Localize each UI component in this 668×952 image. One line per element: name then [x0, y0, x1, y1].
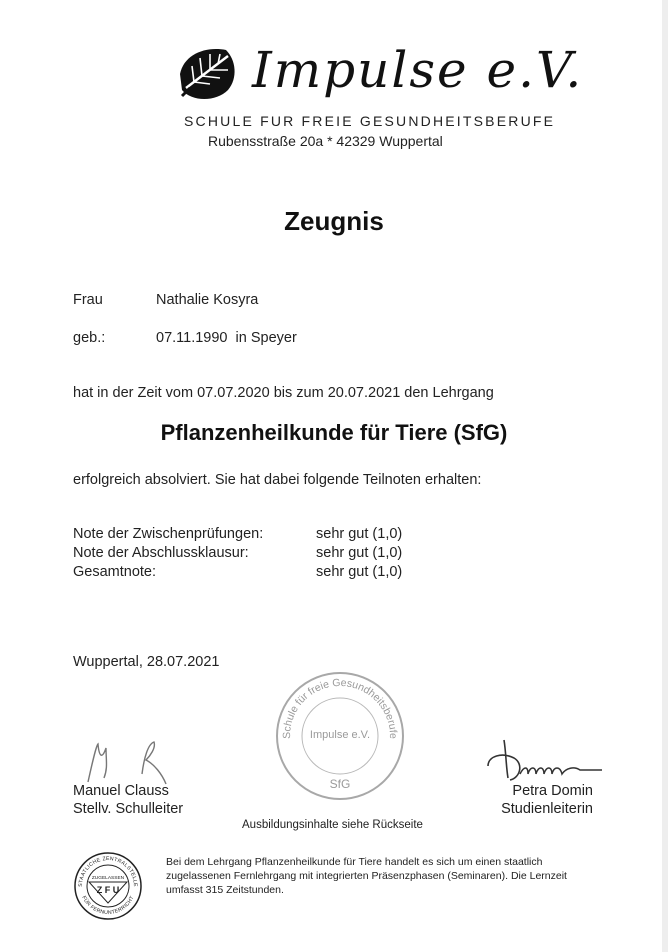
- zfu-letters: Z F U: [96, 885, 120, 895]
- school-stamp: [274, 670, 406, 802]
- grade-value: sehr gut (1,0): [316, 564, 403, 580]
- birth-label: geb.:: [73, 330, 106, 346]
- zfu-ring-bottom: FÜR FERNUNTERRICHT: [80, 895, 136, 917]
- signer-right-name: Petra Domin: [512, 783, 593, 799]
- zfu-small-text: ZUGELASSEN: [91, 876, 125, 881]
- period-text: hat in der Zeit vom 07.07.2020 bis zum 20.07.2021 den Lehrgang: [73, 385, 494, 401]
- footer-note: Bei dem Lehrgang Pflanzenheilkunde für Tiere handelt es sich um einen staatlich zugelassenen Fernlehrgang mit integrierten Präsenzphasen (Seminaren). Die Lernzeit umfasst 315 Zeitstunden.: [166, 856, 567, 896]
- stamp-bottom-text: SfG: [329, 777, 351, 791]
- place-date: Wuppertal, 28.07.2021: [73, 654, 220, 670]
- scan-edge: [662, 0, 668, 952]
- grade-value: sehr gut (1,0): [316, 526, 403, 542]
- school-address: Rubensstraße 20a * 42329 Wuppertal: [208, 133, 443, 149]
- signature-right: [484, 736, 604, 788]
- signer-left-role: Stellv. Schulleiter: [73, 801, 184, 817]
- zfu-seal: [73, 851, 143, 921]
- success-text: erfolgreich absolviert. Sie hat dabei folgende Teilnoten erhalten:: [73, 472, 482, 488]
- stamp-ring-text: Schule für freie Gesundheitsberufe: [280, 676, 400, 739]
- grade-value: sehr gut (1,0): [316, 545, 403, 561]
- grade-label: Note der Abschlussklausur:: [73, 545, 249, 561]
- leaf-logo-icon: [176, 44, 240, 104]
- logo-wordmark: Impulse e.V.: [252, 41, 584, 99]
- signature-left: [84, 734, 184, 790]
- school-tagline: SCHULE FUR FREIE GESUNDHEITSBERUFE: [184, 113, 556, 129]
- salutation-label: Frau: [73, 292, 103, 308]
- zfu-ring-top: STAATLICHE ZENTRALSTELLE: [77, 855, 139, 887]
- back-side-note: Ausbildungsinhalte siehe Rückseite: [242, 819, 423, 831]
- signer-left-name: Manuel Clauss: [73, 783, 169, 799]
- course-title: Pflanzenheilkunde für Tiere (SfG): [160, 420, 508, 445]
- stamp-center-text: Impulse e.V.: [309, 729, 371, 741]
- student-name: Nathalie Kosyra: [156, 292, 259, 308]
- birth-value: 07.11.1990 in Speyer: [156, 330, 297, 346]
- grade-label: Note der Zwischenprüfungen:: [73, 526, 264, 542]
- signer-right-role: Studienleiterin: [501, 801, 593, 817]
- grade-label: Gesamtnote:: [73, 564, 157, 580]
- page-title: Zeugnis: [284, 206, 384, 236]
